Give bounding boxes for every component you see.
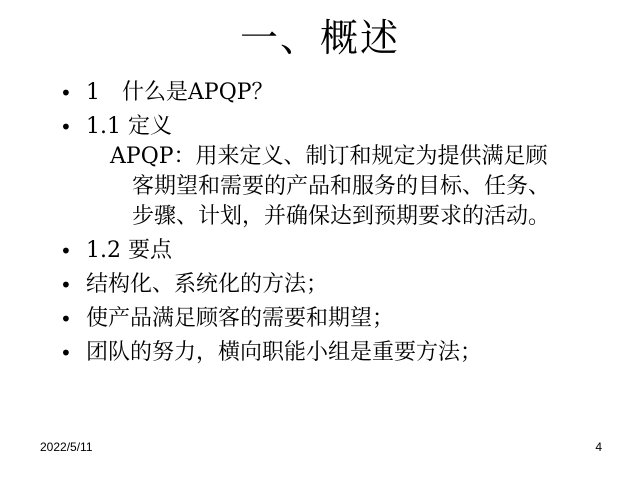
bullet-item <box>58 76 628 110</box>
bullet-text: 1 什么是APQP？ <box>86 80 274 105</box>
definition-line: APQP：用来定义、制订和规定为提供满足顾 <box>110 144 548 169</box>
bullet-item <box>58 268 628 302</box>
slide-title: 一、概述 <box>239 16 400 60</box>
bullet-item <box>58 336 628 370</box>
bullet-item <box>58 110 628 144</box>
bullet-item <box>58 302 628 336</box>
footer-date: 2022/5/11 <box>40 440 93 454</box>
bullet-list <box>58 76 628 370</box>
bullet-text: 团队的努力，横向职能小组是重要方法； <box>86 340 483 365</box>
definition-line: 客期望和需要的产品和服务的目标、任务、 <box>132 174 551 199</box>
bullet-icon: • <box>60 115 72 139</box>
bullet-text: 1.2 要点 <box>86 238 172 263</box>
bullet-icon: • <box>60 273 72 297</box>
bullet-icon: • <box>60 239 72 263</box>
bullet-text: 结构化、系统化的方法； <box>86 272 329 297</box>
bullet-text: 1.1 定义 <box>86 114 172 139</box>
bullet-item <box>58 234 628 268</box>
bullet-text: 使产品满足顾客的需要和期望； <box>86 306 395 331</box>
bullet-icon: • <box>60 307 72 331</box>
bullet-icon: • <box>60 341 72 365</box>
page-number: 4 <box>595 440 602 454</box>
definition-paragraph <box>58 142 628 232</box>
definition-line: 步骤、计划，并确保达到预期要求的活动。 <box>132 204 551 229</box>
bullet-icon: • <box>60 81 72 105</box>
